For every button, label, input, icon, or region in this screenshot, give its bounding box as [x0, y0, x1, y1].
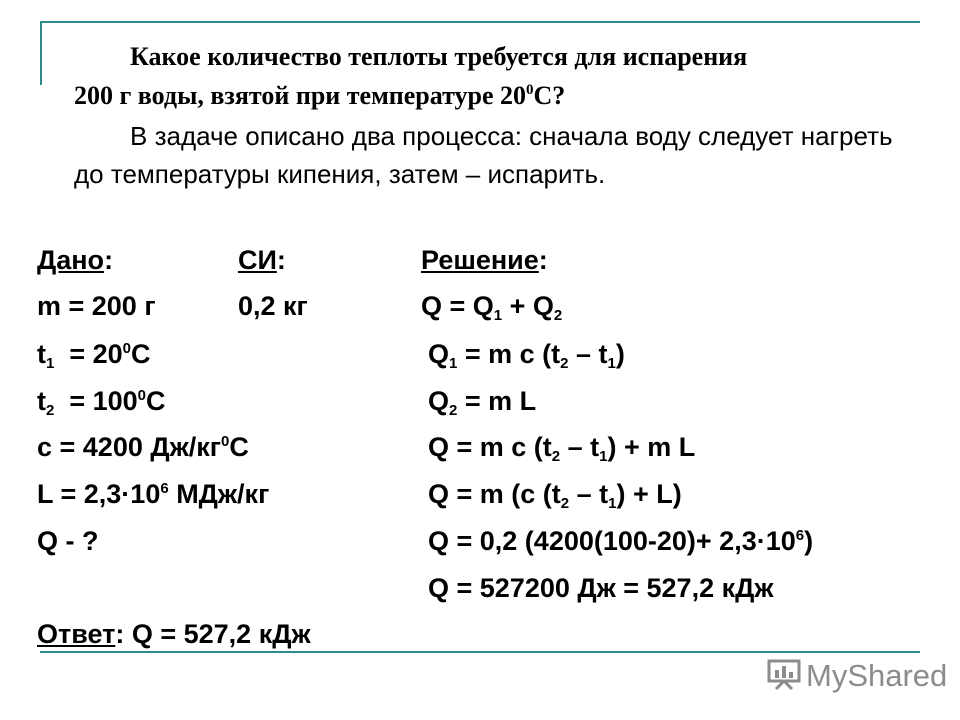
solution-line-4: [428, 431, 695, 463]
process-note: В задаче описано два процесса: сначала воду следует нагреть до температуры кипения, затем – испарить.: [74, 121, 893, 189]
sub: 1: [449, 355, 458, 372]
si-header-text: СИ: [238, 245, 277, 275]
unit: C: [146, 386, 166, 416]
sup: 0: [221, 433, 230, 450]
sub: 2: [46, 402, 55, 419]
solution-line-2: [428, 338, 625, 370]
given-t2: [37, 385, 166, 417]
part: = m L: [457, 386, 537, 416]
part: Q = m (c (t: [428, 479, 561, 509]
problem-tail: C?: [533, 81, 566, 110]
part: – t: [569, 479, 609, 509]
part: ) + L): [616, 479, 682, 509]
part: Q: [428, 339, 450, 369]
sub: 2: [551, 448, 561, 465]
sub: 1: [607, 355, 616, 372]
t: t: [37, 339, 46, 369]
problem-statement: [74, 37, 914, 115]
unit: C: [131, 339, 151, 369]
t1-value: = 20: [54, 339, 123, 369]
unit: МДж/кг: [168, 479, 270, 509]
part: Q = Q: [421, 291, 494, 321]
left-decor-line: [40, 21, 42, 85]
part: ): [804, 526, 814, 556]
part: ) + m L: [607, 432, 696, 462]
solution-header-text: Решение: [421, 245, 539, 275]
presentation-board-icon: [766, 658, 802, 695]
sub: 2: [449, 402, 458, 419]
solution-line-3: [428, 385, 536, 417]
given-L: [37, 478, 269, 510]
solution-line-7: Q = 527200 Дж = 527,2 кДж: [428, 573, 774, 603]
bottom-decor-line: [40, 651, 920, 653]
part: Q = 0,2 (4200(100-20)+ 2,3·10: [428, 526, 796, 556]
given-c: [37, 431, 249, 463]
given-t1: [37, 338, 151, 370]
part: ): [615, 339, 625, 369]
si-mass: 0,2 кг: [238, 291, 308, 321]
given-header: Дано:: [37, 245, 114, 275]
problem-line-1: Какое количество теплоты требуется для испарения: [130, 42, 748, 71]
sub: 2: [560, 495, 570, 512]
given-mass: m = 200 г: [37, 291, 156, 321]
solution-line-1: [421, 290, 562, 322]
c-value: c = 4200 Дж/кг: [37, 432, 221, 462]
top-decor-line: [40, 21, 920, 23]
part: Q = m c (t: [428, 432, 552, 462]
part: = m c (t: [457, 339, 561, 369]
sub: 1: [46, 355, 55, 372]
t2-value: = 100: [54, 386, 138, 416]
sub: 1: [608, 495, 617, 512]
answer: Ответ: Q = 527,2 кДж: [37, 619, 311, 649]
sup: 0: [122, 340, 131, 357]
sub: 1: [599, 448, 608, 465]
part: – t: [568, 339, 608, 369]
solution-line-6: [428, 525, 813, 557]
problem-line-2: 200 г воды, взятой при температуре 20: [74, 81, 527, 110]
sub: 2: [553, 307, 563, 324]
solution-header: Решение:: [421, 245, 548, 275]
si-header: СИ:: [238, 245, 286, 275]
t: t: [37, 386, 46, 416]
sub: 2: [560, 355, 569, 372]
answer-label: Ответ: [37, 619, 116, 649]
part: + Q: [502, 291, 554, 321]
myshared-logo: [766, 656, 947, 696]
part: Q: [428, 386, 450, 416]
sup: 6: [795, 527, 805, 544]
part: – t: [560, 432, 600, 462]
logo-text: MyShared: [806, 658, 948, 693]
unit: C: [229, 432, 249, 462]
sub: 1: [493, 307, 503, 324]
given-q: Q - ?: [37, 526, 99, 556]
given-header-text: Дано: [37, 245, 105, 275]
sup: 0: [137, 387, 147, 404]
sup: 6: [160, 480, 169, 497]
answer-value: Q = 527,2 кДж: [131, 619, 311, 649]
degree-sup: 0: [526, 82, 534, 98]
L-value: L = 2,3·10: [37, 479, 161, 509]
solution-line-5: [428, 478, 682, 510]
